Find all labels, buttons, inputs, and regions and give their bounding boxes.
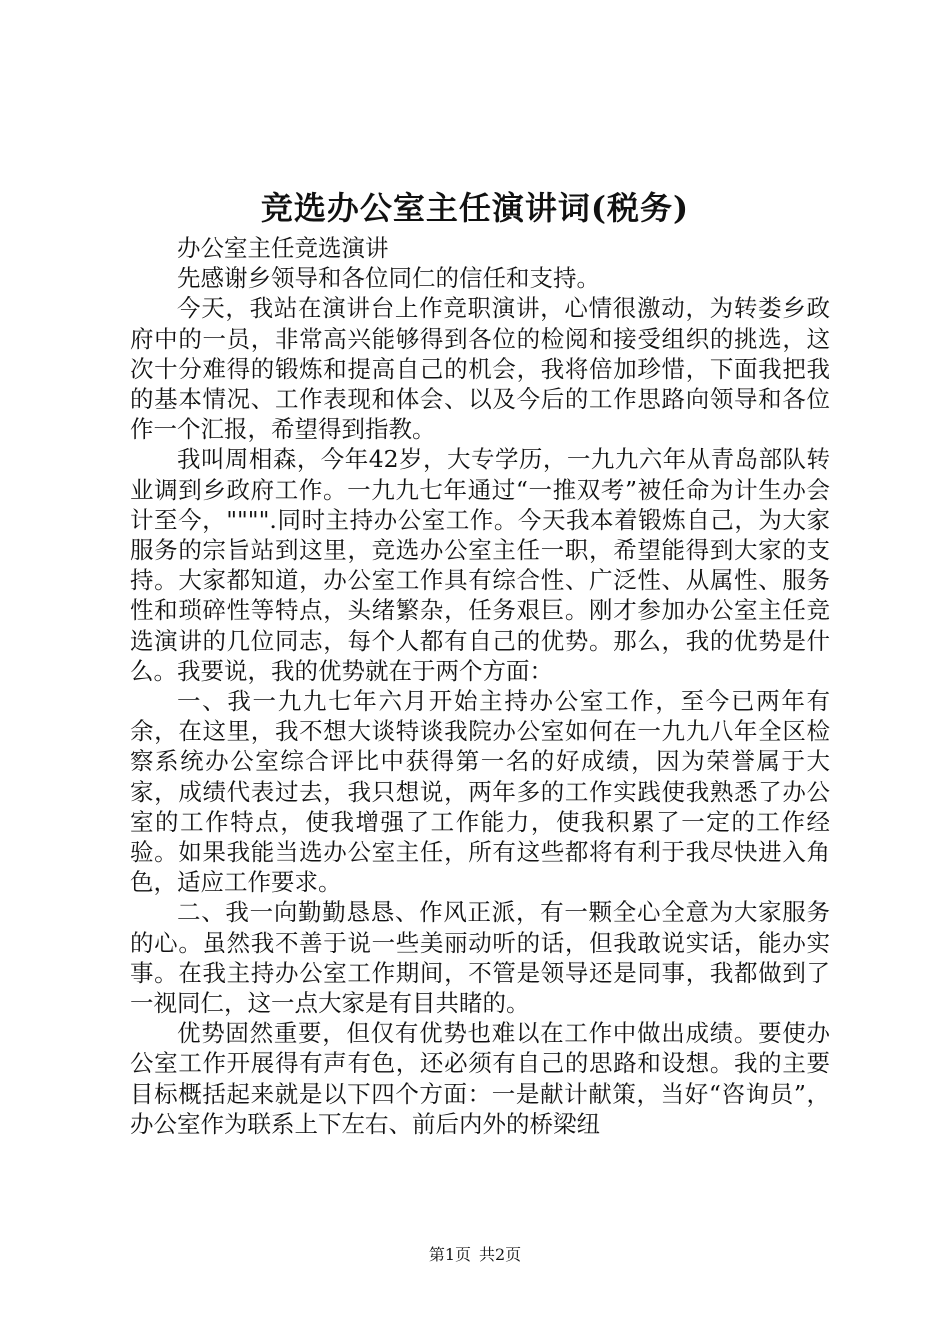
page-total: 共2页 [479,1245,522,1264]
paragraph-goals: 优势固然重要，但仅有优势也难以在工作中做出成绩。要使办公室工作开展得有声有色，还必须有自己的思路和设想。我的主要目标概括起来就是以下四个方面：一是献计献策，当好“咨询员”，办公室作为联系上下左右、前后内外的桥梁纽 [130,1019,830,1138]
paragraph-advantage-one: 一、我一九九七年六月开始主持办公室工作，至今已两年有余，在这里，我不想大谈特谈我院办公室如何在一九九八年全区检察系统办公室综合评比中获得第一名的好成绩，因为荣誉属于大家，成绩代表过去，我只想说，两年多的工作实践使我熟悉了办公室的工作特点，使我增强了工作能力，使我积累了一定的工作经验。如果我能当选办公室主任，所有这些都将有利于我尽快进入角色，适应工作要求。 [130,687,830,897]
document-body [130,233,830,1139]
paragraph-subtitle: 办公室主任竞选演讲 [177,234,389,262]
page-footer [0,1244,950,1266]
document-title: 竞选办公室主任演讲词(税务) [260,189,690,227]
paragraph-self-introduction: 我叫周相森，今年42岁，大专学历，一九九六年从青岛部队转业调到乡政府工作。一九九七年通过“一推双考”被任命为计生办会计至今，"""".同时主持办公室工作。今天我本着锻炼自己，为大家服务的宗旨站到这里，竞选办公室主任一职，希望能得到大家的支持。大家都知道，办公室工作具有综合性、广泛性、从属性、服务性和琐碎性等特点，头绪繁杂，任务艰巨。刚才参加办公室主任竞选演讲的几位同志，每个人都有自己的优势。那么，我的优势是什么。我要说，我的优势就在于两个方面： [130,445,830,685]
paragraph-intro: 今天，我站在演讲台上作竞职演讲，心情很激动，为转娄乡政府中的一员，非常高兴能够得到各位的检阅和接受组织的挑选，这次十分难得的锻炼和提高自己的机会，我将倍加珍惜，下面我把我的基本情况、工作表现和体会、以及今后的工作思路向领导和各位作一个汇报，希望得到指教。 [130,294,830,444]
paragraph-advantage-two: 二、我一向勤勤恳恳、作风正派，有一颗全心全意为大家服务的心。虽然我不善于说一些美丽动听的话，但我敢说实话，能办实事。在我主持办公室工作期间，不管是领导还是同事，我都做到了一视同仁，这一点大家是有目共睹的。 [130,898,830,1018]
page-number: 第1页 [428,1245,471,1264]
paragraph-thanks: 先感谢乡领导和各位同仁的信任和支持。 [177,264,600,293]
